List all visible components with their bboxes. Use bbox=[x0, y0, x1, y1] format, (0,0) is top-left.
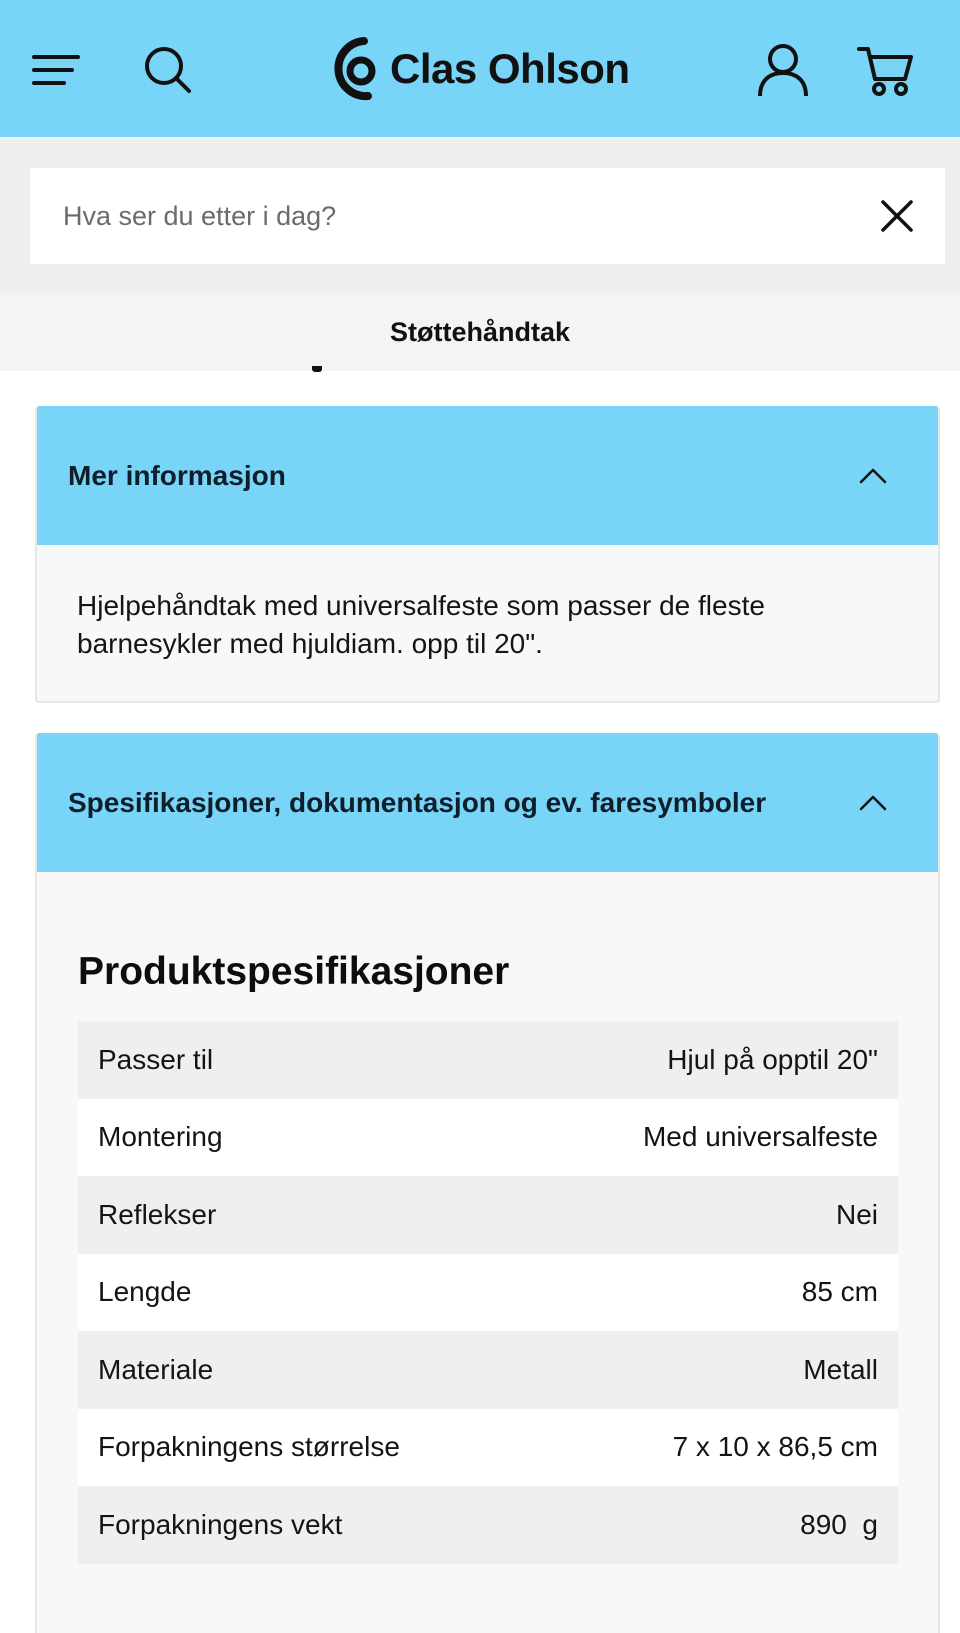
spec-value: 85 cm bbox=[801, 1276, 878, 1308]
table-row bbox=[78, 1021, 898, 1099]
table-row bbox=[78, 1409, 898, 1487]
more-info-accordion bbox=[35, 406, 940, 703]
table-row bbox=[78, 1486, 898, 1564]
spec-value: 890 g bbox=[800, 1508, 878, 1540]
clas-ohlson-logo-icon bbox=[334, 37, 382, 101]
search-icon bbox=[143, 45, 193, 95]
chevron-up-icon bbox=[858, 467, 888, 485]
clear-search-button[interactable] bbox=[879, 198, 915, 234]
user-icon bbox=[756, 42, 810, 98]
menu-button[interactable] bbox=[28, 44, 84, 96]
spec-value: Metall bbox=[803, 1353, 878, 1385]
spec-value: Nei bbox=[835, 1198, 878, 1230]
search-button[interactable] bbox=[140, 42, 196, 98]
page-title: Støttehåndtak bbox=[389, 317, 570, 347]
search-box bbox=[30, 168, 945, 264]
cart-icon bbox=[857, 43, 915, 97]
spec-label: Passer til bbox=[98, 1043, 214, 1075]
table-row bbox=[78, 1254, 898, 1332]
menu-icon bbox=[31, 53, 81, 87]
site-header bbox=[0, 0, 960, 137]
table-row bbox=[78, 1331, 898, 1409]
spec-label: Lengde bbox=[98, 1276, 192, 1308]
specs-table bbox=[78, 1021, 898, 1564]
more-info-title: Mer informasjon bbox=[68, 459, 286, 491]
cart-button[interactable] bbox=[856, 40, 916, 100]
spec-value: Med universalfeste bbox=[642, 1121, 878, 1153]
table-row bbox=[78, 1099, 898, 1177]
brand-logo[interactable] bbox=[334, 36, 630, 102]
spec-label: Forpakningens vekt bbox=[98, 1508, 343, 1540]
table-row bbox=[78, 1176, 898, 1254]
specs-title: Spesifikasjoner, dokumentasjon og ev. faresymboler bbox=[68, 786, 767, 818]
sticky-title-bar bbox=[0, 295, 960, 370]
account-button[interactable] bbox=[754, 40, 812, 100]
spec-value: Hjul på opptil 20" bbox=[667, 1043, 878, 1075]
specs-header[interactable] bbox=[35, 733, 940, 872]
spec-label: Reflekser bbox=[98, 1198, 217, 1230]
specs-accordion bbox=[35, 733, 940, 1633]
more-info-header[interactable] bbox=[35, 406, 940, 545]
product-specs-heading: Produktspesifikasjoner bbox=[78, 950, 510, 993]
close-icon bbox=[879, 198, 915, 234]
scrolled-text-fragment bbox=[312, 366, 322, 372]
search-bar-area bbox=[0, 137, 960, 295]
search-input[interactable] bbox=[30, 168, 850, 264]
spec-value: 7 x 10 x 86,5 cm bbox=[672, 1431, 878, 1463]
brand-name: Clas Ohlson bbox=[390, 45, 630, 92]
spec-label: Materiale bbox=[98, 1353, 214, 1385]
spec-label: Montering bbox=[98, 1121, 223, 1153]
chevron-up-icon bbox=[858, 794, 888, 812]
spec-label: Forpakningens størrelse bbox=[98, 1431, 400, 1463]
more-info-body: Hjelpehåndtak med universalfeste som passer de fleste barnesykler med hjuldiam. opp til 20". bbox=[77, 590, 765, 659]
